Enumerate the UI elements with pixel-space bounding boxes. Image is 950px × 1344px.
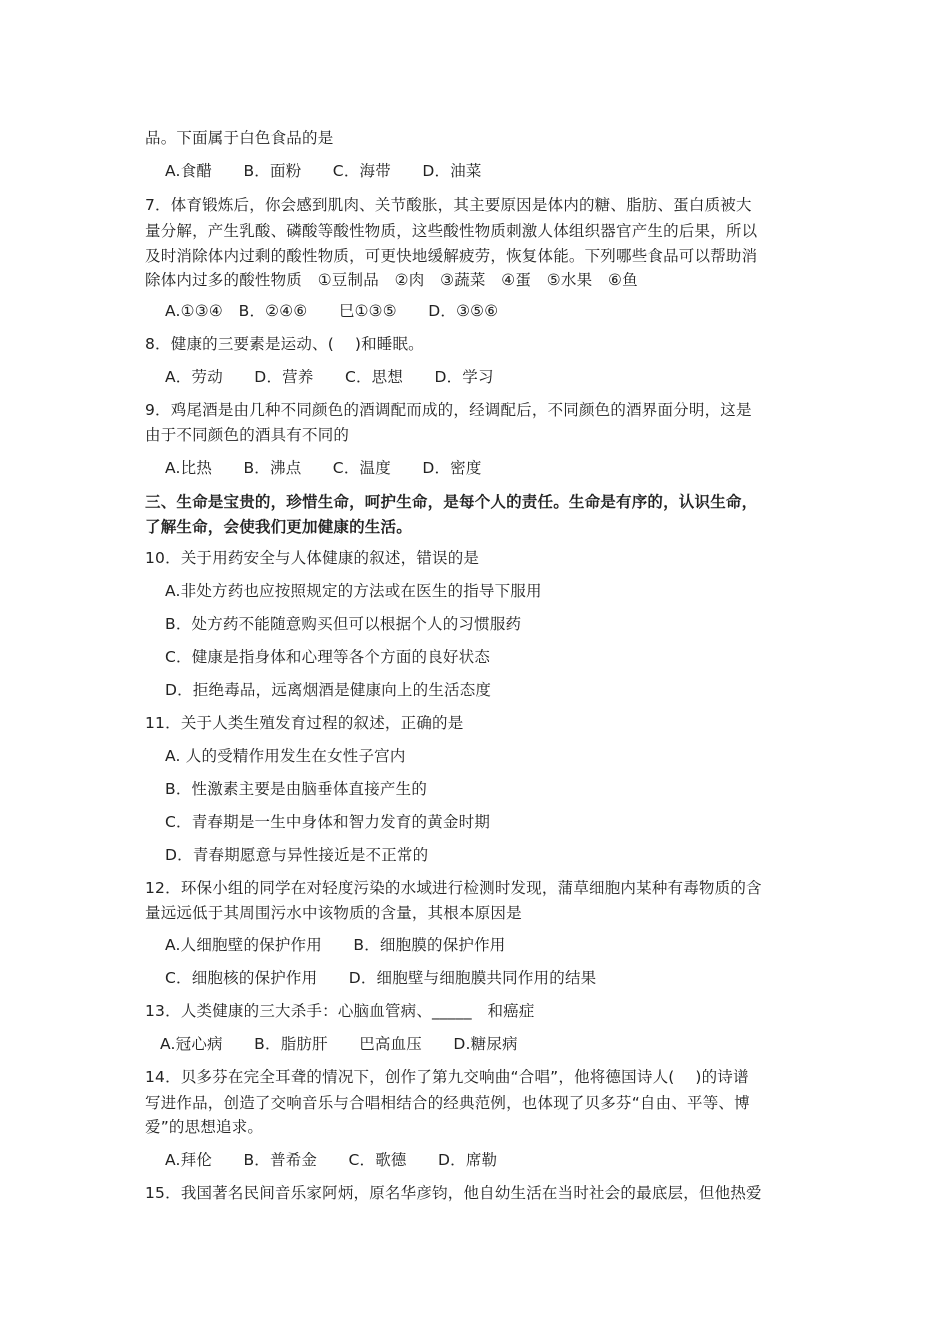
text-line: 由于不同颜色的酒具有不同的 <box>145 426 350 444</box>
answer-option: A. 人的受精作用发生在女性子宫内 <box>165 747 406 765</box>
answer-option: C．青春期是一生中身体和智力发育的黄金时期 <box>165 813 491 831</box>
text-line: 及时消除体内过剩的酸性物质，可更快地缓解疲劳，恢复体能。下列哪些食品可以帮助消 <box>145 247 758 265</box>
section-heading: 了解生命，会使我们更加健康的生活。 <box>145 518 412 536</box>
answer-options: A.拜伦 B．普希金 C．歌德 D．席勒 <box>165 1151 498 1169</box>
text-line: 品。下面属于白色食品的是 <box>145 129 334 147</box>
question-12: 12．环保小组的同学在对轻度污染的水域进行检测时发现，蒲草细胞内某种有毒物质的含 <box>145 879 762 897</box>
answer-options: A.比热 B．沸点 C．温度 D．密度 <box>165 459 482 477</box>
answer-options: A.食醋 B．面粉 C．海带 D．油菜 <box>165 162 482 180</box>
text-line: 量远远低于其周围污水中该物质的含量，其根本原因是 <box>145 904 522 922</box>
question-9: 9．鸡尾酒是由几种不同颜色的酒调配而成的，经调配后，不同颜色的酒界面分明，这是 <box>145 401 752 419</box>
answer-option: D．青春期愿意与异性接近是不正常的 <box>165 846 429 864</box>
answer-options: A.冠心病 B．脂肪肝 巴高血压 D.糖尿病 <box>160 1035 518 1053</box>
text-line: 除体内过多的酸性物质 ①豆制品 ②肉 ③蔬菜 ④蛋 ⑤水果 ⑥鱼 <box>145 271 638 289</box>
answer-option: B．处方药不能随意购买但可以根据个人的习惯服药 <box>165 615 522 633</box>
question-7: 7．体育锻炼后，你会感到肌肉、关节酸胀，其主要原因是体内的糖、脂肪、蛋白质被大 <box>145 196 752 214</box>
answer-option: B．性激素主要是由脑垂体直接产生的 <box>165 780 428 798</box>
answer-options: A．劳动 D．营养 C．思想 D．学习 <box>165 368 494 386</box>
answer-options: A.人细胞壁的保护作用 B．细胞膜的保护作用 <box>165 936 506 954</box>
question-10: 10．关于用药安全与人体健康的叙述，错误的是 <box>145 549 480 567</box>
answer-options: C．细胞核的保护作用 D．细胞壁与细胞膜共同作用的结果 <box>165 969 597 987</box>
text-line: 量分解，产生乳酸、磷酸等酸性物质，这些酸性物质刺激人体组织器官产生的后果，所以 <box>145 222 758 240</box>
question-11: 11．关于人类生殖发育过程的叙述，正确的是 <box>145 714 464 732</box>
question-13: 13．人类健康的三大杀手：心脑血管病、_____ 和癌症 <box>145 1002 535 1020</box>
text-line: 写进作品，创造了交响音乐与合唱相结合的经典范例，也体现了贝多芬“自由、平等、博 <box>145 1094 750 1112</box>
answer-options: A.①③④ B．②④⑥ 巳①③⑤ D．③⑤⑥ <box>165 302 499 320</box>
question-15: 15．我国著名民间音乐家阿炳，原名华彦钧，他自幼生活在当时社会的最底层，但他热爱 <box>145 1184 762 1202</box>
answer-option: C．健康是指身体和心理等各个方面的良好状态 <box>165 648 491 666</box>
section-heading: 三、生命是宝贵的，珍惜生命，呵护生命，是每个人的责任。生命是有序的，认识生命， <box>145 493 758 511</box>
answer-option: D．拒绝毒品，远离烟酒是健康向上的生活态度 <box>165 681 492 699</box>
question-8: 8．健康的三要素是运动、( )和睡眠。 <box>145 335 424 353</box>
question-14: 14．贝多芬在完全耳聋的情况下，创作了第九交响曲“合唱”，他将德国诗人( )的诗谱 <box>145 1068 749 1086</box>
answer-option: A.非处方药也应按照规定的方法或在医生的指导下服用 <box>165 582 542 600</box>
text-line: 爱”的思想追求。 <box>145 1118 264 1136</box>
